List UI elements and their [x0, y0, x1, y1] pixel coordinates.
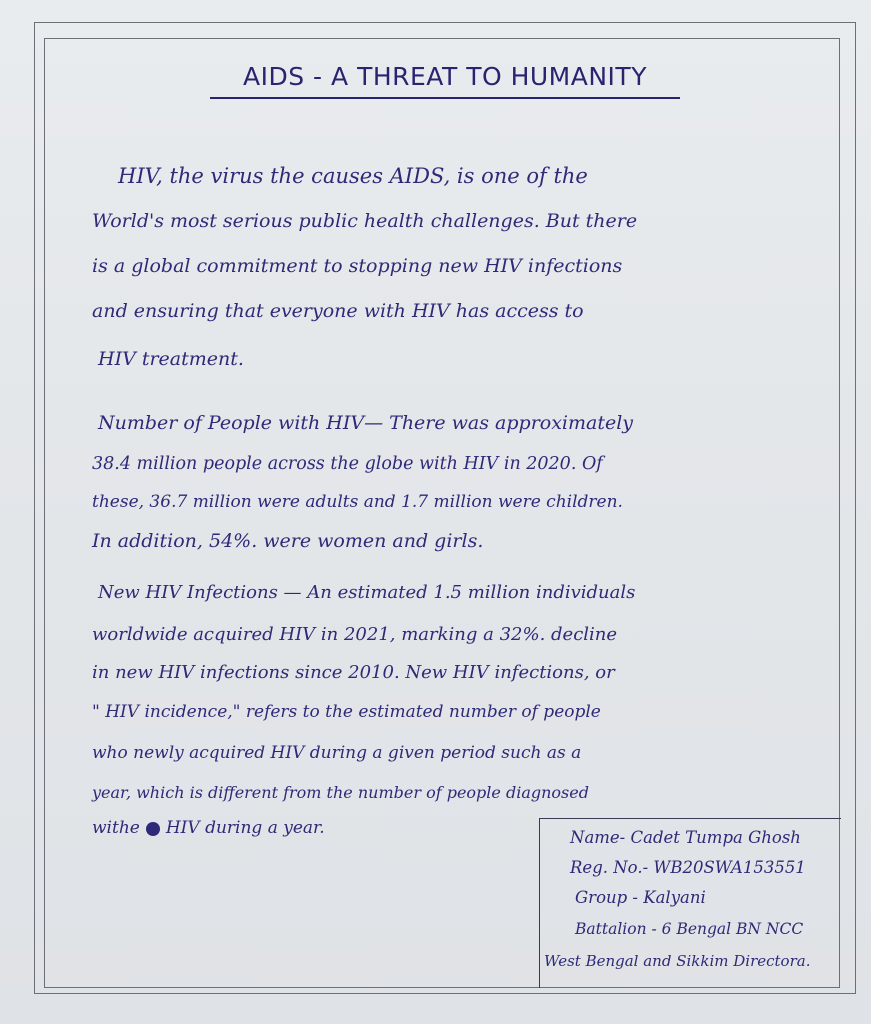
ink-blot-icon [146, 822, 160, 836]
text-line: 38.4 million people across the globe with HIV in 2020. Of [92, 454, 603, 474]
cadet-name: Name- Cadet Tumpa Ghosh [570, 828, 801, 847]
text-line: these, 36.7 million were adults and 1.7 million were children. [92, 492, 623, 512]
text-line: In addition, 54%. were women and girls. [92, 530, 484, 552]
text-fragment: withe [92, 818, 140, 838]
text-line: and ensuring that everyone with HIV has access to [92, 300, 584, 322]
group-name: Group - Kalyani [575, 888, 706, 907]
text-line: World's most serious public health challenges. But there [92, 210, 638, 232]
text-line: New HIV Infections — An estimated 1.5 million individuals [98, 582, 636, 603]
text-line: " HIV incidence," refers to the estimated number of people [92, 702, 601, 722]
text-line: is a global commitment to stopping new HIV infections [92, 255, 623, 277]
essay-title: AIDS - A THREAT TO HUMANITY [210, 62, 680, 99]
text-line: Number of People with HIV— There was approximately [98, 412, 634, 434]
battalion-name: Battalion - 6 Bengal BN NCC [575, 920, 804, 938]
text-line-last [92, 820, 325, 837]
text-line: HIV treatment. [98, 348, 244, 370]
text-line: in new HIV infections since 2010. New HIV infections, or [92, 662, 615, 683]
text-line: worldwide acquired HIV in 2021, marking a 32%. decline [92, 624, 618, 645]
text-line: year, which is different from the number of people diagnosed [92, 783, 589, 802]
directorate-name: West Bengal and Sikkim Directora. [544, 952, 811, 970]
text-line: who newly acquired HIV during a given period such as a [92, 743, 582, 763]
registration-number: Reg. No.- WB20SWA153551 [570, 858, 806, 877]
text-line: HIV, the virus the causes AIDS, is one of the [118, 164, 588, 188]
text-fragment: HIV during a year. [165, 818, 325, 838]
